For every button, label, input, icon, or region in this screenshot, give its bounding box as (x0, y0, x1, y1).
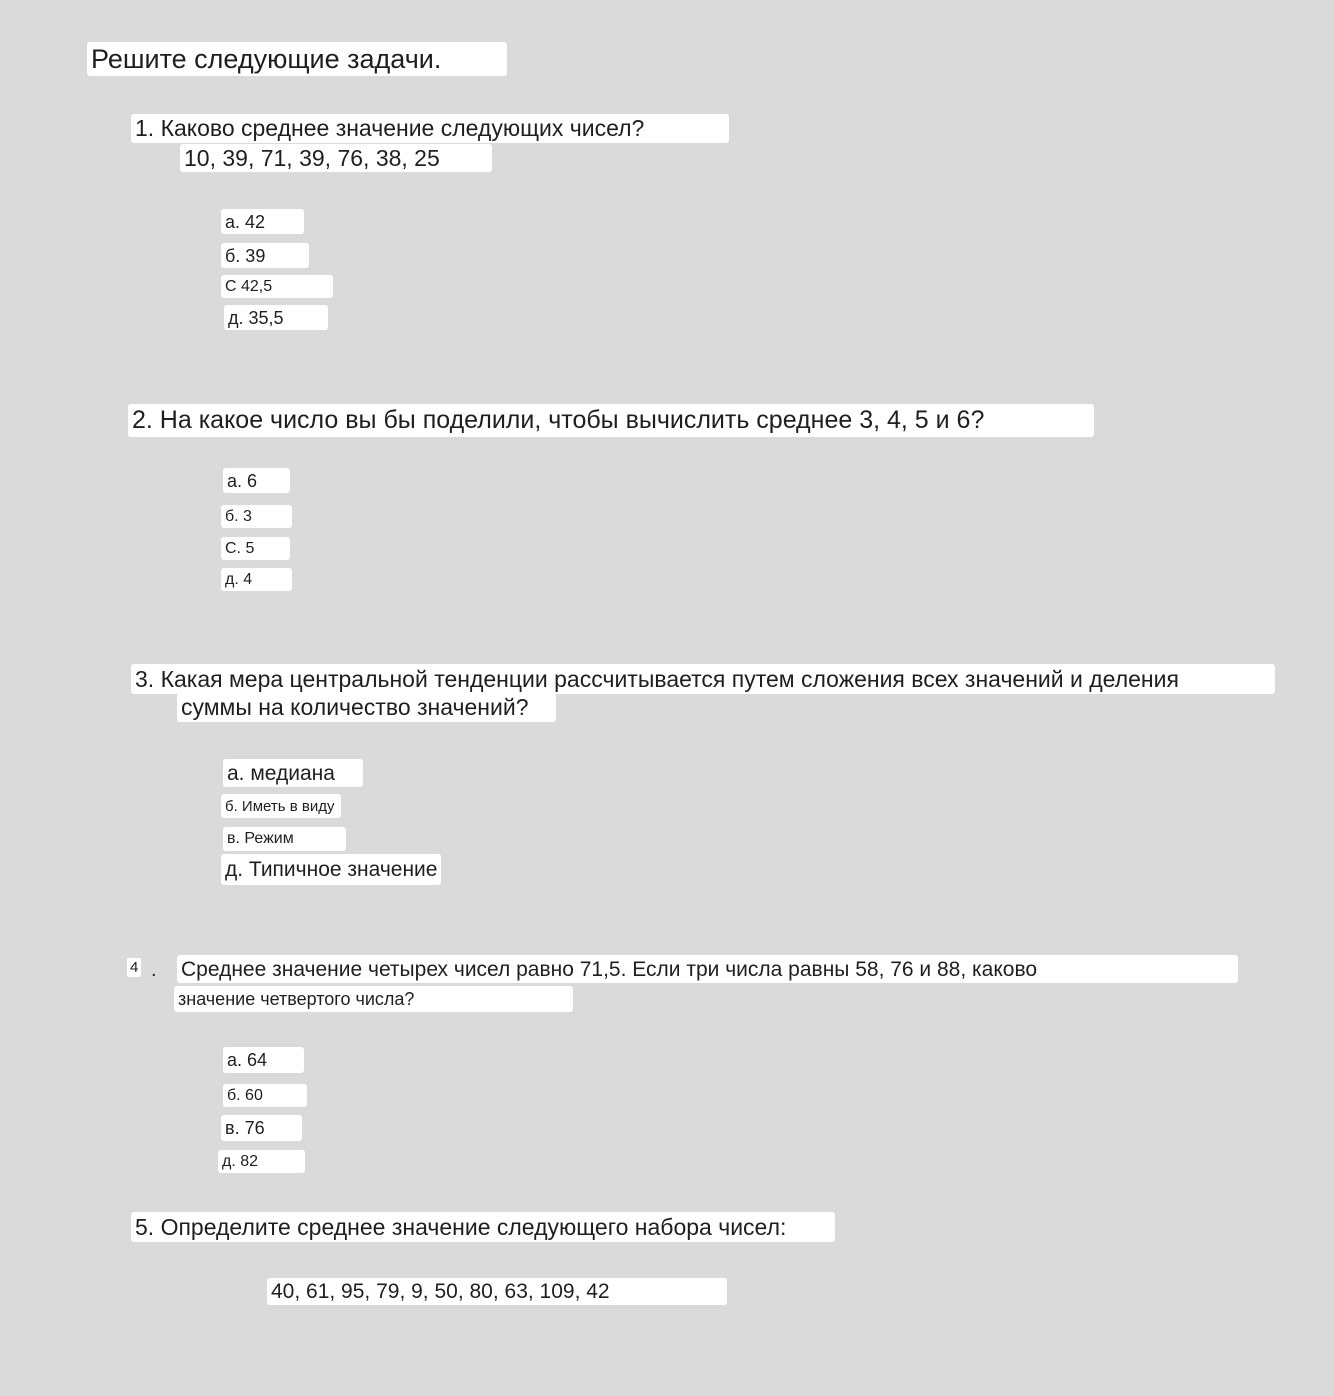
question-2-option-c[interactable]: С. 5 (221, 537, 290, 560)
question-1-numbers: 10, 39, 71, 39, 76, 38, 25 (180, 144, 492, 172)
question-2-text: 2. На какое число вы бы поделили, чтобы вычислить среднее 3, 4, 5 и 6? (128, 404, 1094, 437)
question-4-number: 4 (127, 958, 141, 977)
question-3-option-c[interactable]: в. Режим (223, 827, 346, 851)
question-4-option-c[interactable]: в. 76 (221, 1115, 302, 1141)
question-4-option-b[interactable]: б. 60 (223, 1084, 307, 1107)
question-3-option-d[interactable]: д. Типичное значение (221, 854, 441, 885)
question-2-option-b[interactable]: б. 3 (221, 505, 292, 528)
question-1-option-a[interactable]: а. 42 (221, 209, 304, 234)
question-3-option-b[interactable]: б. Иметь в виду (221, 794, 341, 818)
question-2-option-d[interactable]: д. 4 (221, 568, 292, 591)
question-5-text: 5. Определите среднее значение следующего набора чисел: (131, 1212, 835, 1242)
question-1-text: 1. Каково среднее значение следующих чисел? (131, 114, 729, 143)
question-3-text-line2: суммы на количество значений? (177, 693, 556, 722)
question-1-option-d[interactable]: д. 35,5 (224, 305, 328, 330)
question-3-text-line1: 3. Какая мера центральной тенденции рассчитывается путем сложения всех значений и деления (131, 664, 1275, 694)
question-1-option-c[interactable]: С 42,5 (221, 275, 333, 298)
question-3-option-a[interactable]: а. медиана (223, 759, 363, 787)
question-4-option-a[interactable]: а. 64 (223, 1047, 304, 1073)
question-4-number-dot: . (151, 959, 157, 981)
question-5-numbers: 40, 61, 95, 79, 9, 50, 80, 63, 109, 42 (267, 1278, 727, 1305)
question-4-option-d[interactable]: д. 82 (218, 1150, 305, 1173)
question-1-option-b[interactable]: б. 39 (221, 243, 309, 268)
page-title: Решите следующие задачи. (87, 42, 507, 76)
question-4-text-line1: Среднее значение четырех чисел равно 71,5. Если три числа равны 58, 76 и 88, каково (177, 955, 1238, 983)
question-2-option-a[interactable]: а. 6 (223, 468, 290, 493)
question-4-text-line2: значение четвертого числа? (174, 986, 573, 1012)
